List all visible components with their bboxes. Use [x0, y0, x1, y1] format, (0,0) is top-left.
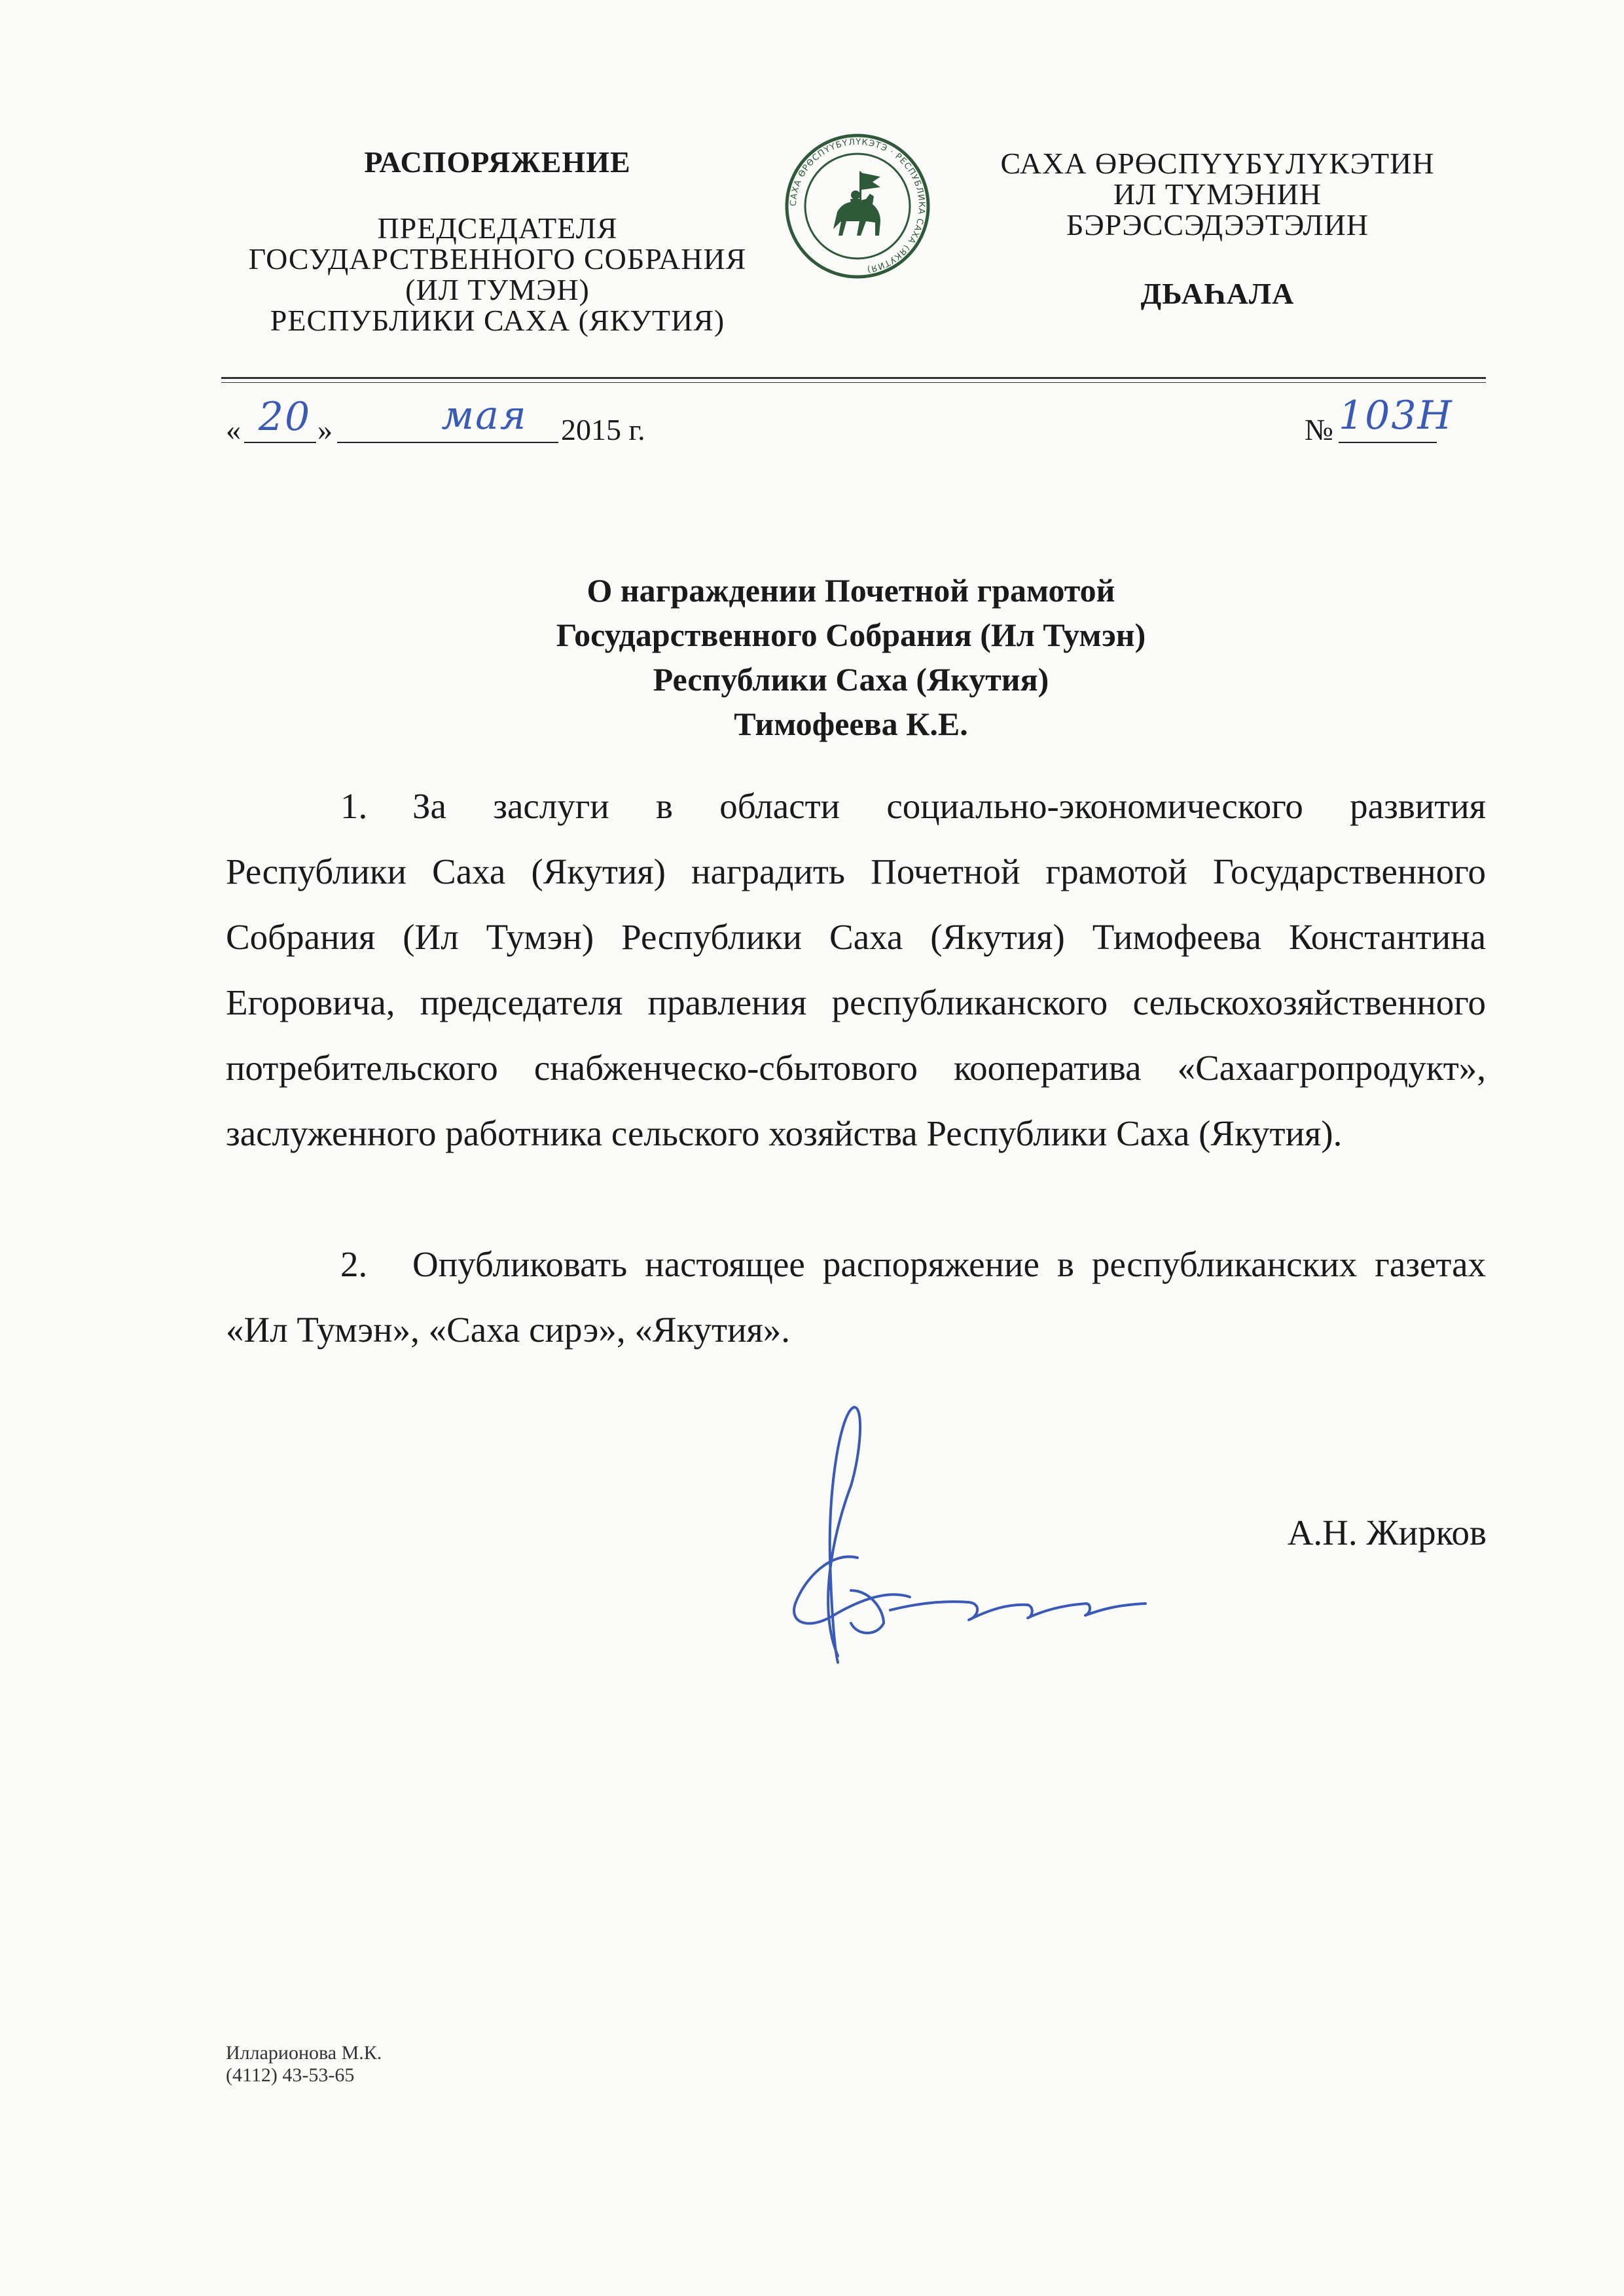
document-type-title-sakha: ДЬАҺАЛА: [1140, 277, 1295, 310]
executor-footer: [226, 2042, 382, 2087]
paragraph-2: [226, 1232, 1486, 1363]
document-number: 103Н: [1339, 393, 1453, 439]
number-label: №: [1305, 413, 1333, 446]
issuer-block-ru: [216, 213, 779, 336]
issuer-line: (ИЛ ТУМЭН): [405, 273, 590, 306]
paragraph-1: [226, 774, 1486, 1166]
paragraph-text: За заслуги в области социально-экономического развития Республики Саха (Якутия) наградить Почетной грамотой Государственного Собрания (Ил Тумэн) Республики Саха (Якутия) Тимофеева Константина Егоровича, председателя правления республиканского сельскохозяйственного потребительского снабженческо-сбытового кооператива «Сахаагропродукт», заслуженного работника сельского хозяйства Республики Саха (Якутия).: [226, 786, 1486, 1153]
date-close-quote: »: [317, 413, 333, 446]
header-rule: [221, 377, 1486, 379]
month-underline: [337, 442, 558, 443]
document-heading: [196, 568, 1506, 746]
date-open-quote: «: [226, 413, 241, 446]
day-underline: [244, 442, 316, 443]
number-underline: [1339, 442, 1437, 443]
issuer-line: САХА ӨРӨСПҮҮБҮЛҮКЭТИН: [1000, 147, 1435, 180]
issuer-line: ПРЕДСЕДАТЕЛЯ: [377, 211, 618, 245]
issuer-line: БЭРЭССЭДЭЭТЭЛИН: [1066, 208, 1369, 242]
executor-phone: (4112) 43-53-65: [226, 2064, 355, 2086]
header-rule-thin: [221, 382, 1486, 383]
signer-name: А.Н. Жирков: [1287, 1513, 1487, 1552]
paragraph-text: Опубликовать настоящее распоряжение в республиканских газетах «Ил Тумэн», «Саха сирэ», «Якутия».: [226, 1244, 1486, 1350]
handwritten-signature: [720, 1394, 1178, 1669]
emblem-text: САХА ӨРӨСПҮҮБҮЛҮКЭТЭ · РЕСПУБЛИКА САХА (ЯКУТИЯ): [788, 137, 927, 274]
document-type-title: РАСПОРЯЖЕНИЕ: [364, 145, 631, 179]
coat-of-arms-icon: [782, 131, 933, 281]
date-month: мая: [441, 393, 528, 439]
issuer-line: ГОСУДАРСТВЕННОГО СОБРАНИЯ: [248, 242, 747, 276]
executor-name: Илларионова М.К.: [226, 2042, 382, 2064]
date-year: 2015 г.: [561, 413, 645, 446]
heading-line: Тимофеева К.Е.: [734, 706, 968, 742]
paragraph-number: 2.: [340, 1244, 368, 1284]
date-number-row: [226, 393, 1489, 465]
heading-line: Государственного Собрания (Ил Тумэн): [556, 617, 1146, 653]
issuer-block-sakha: [969, 148, 1466, 240]
paragraph-number: 1.: [340, 786, 368, 826]
heading-line: Республики Саха (Якутия): [653, 661, 1049, 698]
issuer-line: ИЛ ТҮМЭНИН: [1113, 177, 1322, 211]
issuer-line: РЕСПУБЛИКИ САХА (ЯКУТИЯ): [270, 304, 725, 337]
date-day: 20: [258, 394, 312, 440]
heading-line: О награждении Почетной грамотой: [586, 572, 1115, 609]
